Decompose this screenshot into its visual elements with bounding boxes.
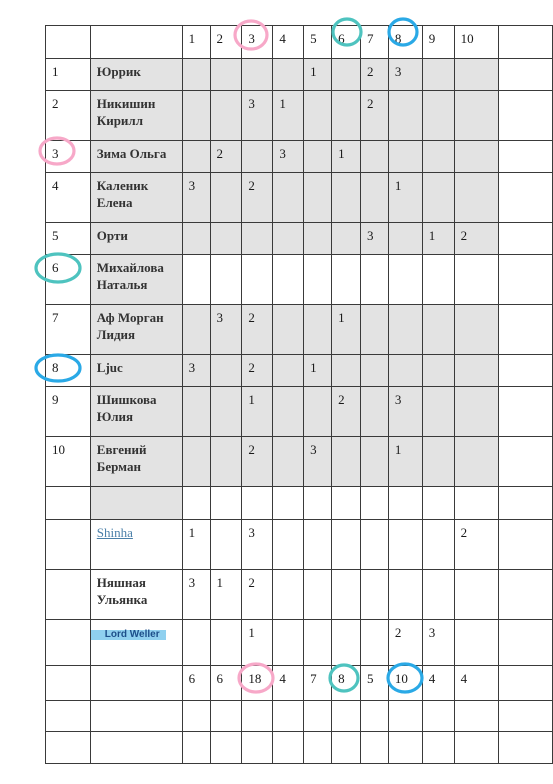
empty-cell bbox=[304, 701, 332, 732]
score-cell bbox=[332, 59, 361, 91]
score-cell bbox=[499, 437, 553, 487]
empty-cell bbox=[360, 701, 388, 732]
score-cell: 1 bbox=[242, 620, 273, 666]
score-cell bbox=[210, 255, 242, 305]
empty-cell bbox=[46, 487, 91, 520]
score-cell bbox=[273, 305, 304, 355]
score-cell bbox=[332, 355, 361, 387]
score-cell bbox=[388, 141, 422, 173]
name-header-cell bbox=[90, 26, 182, 59]
empty-cell bbox=[46, 701, 91, 732]
empty-cell bbox=[273, 701, 304, 732]
header-number: 1 bbox=[182, 26, 210, 59]
score-cell: 1 bbox=[210, 570, 242, 620]
score-cell: 1 bbox=[388, 437, 422, 487]
score-cell: 3 bbox=[210, 305, 242, 355]
score-cell bbox=[182, 437, 210, 487]
score-cell bbox=[422, 437, 454, 487]
empty-cell bbox=[242, 701, 273, 732]
score-cell bbox=[273, 173, 304, 223]
score-cell bbox=[454, 91, 499, 141]
participant-name: Никишин Кирилл bbox=[90, 91, 182, 141]
score-cell bbox=[332, 520, 361, 570]
empty-cell bbox=[499, 732, 553, 764]
score-cell bbox=[242, 223, 273, 255]
empty-cell bbox=[454, 487, 499, 520]
score-cell bbox=[454, 59, 499, 91]
score-cell bbox=[182, 59, 210, 91]
header-number: 2 bbox=[210, 26, 242, 59]
score-cell bbox=[360, 355, 388, 387]
score-cell bbox=[273, 520, 304, 570]
score-cell bbox=[360, 305, 388, 355]
score-cell bbox=[499, 570, 553, 620]
participant-row bbox=[46, 223, 553, 255]
score-cell bbox=[388, 305, 422, 355]
score-cell bbox=[360, 173, 388, 223]
score-cell bbox=[499, 387, 553, 437]
row-number: 2 bbox=[46, 91, 91, 141]
score-cell bbox=[454, 355, 499, 387]
score-cell bbox=[242, 59, 273, 91]
score-cell bbox=[499, 223, 553, 255]
participant-name: Шишкова Юлия bbox=[90, 387, 182, 437]
score-cell: 2 bbox=[242, 305, 273, 355]
participant-row bbox=[46, 255, 553, 305]
score-cell: 2 bbox=[242, 570, 273, 620]
total-cell: 10 bbox=[388, 666, 422, 701]
score-cell bbox=[304, 255, 332, 305]
score-cell bbox=[454, 141, 499, 173]
score-cell bbox=[332, 437, 361, 487]
participant-name bbox=[90, 570, 182, 620]
score-cell bbox=[242, 255, 273, 305]
score-cell bbox=[210, 223, 242, 255]
score-cell bbox=[454, 570, 499, 620]
row-number: 1 bbox=[46, 59, 91, 91]
participant-row bbox=[46, 387, 553, 437]
score-cell: 2 bbox=[210, 141, 242, 173]
score-cell bbox=[273, 387, 304, 437]
score-cell bbox=[422, 387, 454, 437]
score-cell: 1 bbox=[304, 59, 332, 91]
empty-cell bbox=[454, 732, 499, 764]
participant-name: Каленик Елена bbox=[90, 173, 182, 223]
score-cell bbox=[304, 223, 332, 255]
totals-row bbox=[46, 666, 553, 701]
score-cell bbox=[210, 355, 242, 387]
score-cell: 3 bbox=[182, 173, 210, 223]
score-cell bbox=[422, 91, 454, 141]
header-number: 3 bbox=[242, 26, 273, 59]
score-cell bbox=[454, 255, 499, 305]
header-number bbox=[499, 26, 553, 59]
score-cell bbox=[210, 91, 242, 141]
row-number: 10 bbox=[46, 437, 91, 487]
participant-name: Зима Ольга bbox=[90, 141, 182, 173]
score-cell: 2 bbox=[242, 173, 273, 223]
empty-cell bbox=[182, 732, 210, 764]
score-cell: 2 bbox=[332, 387, 361, 437]
score-cell bbox=[422, 305, 454, 355]
score-cell bbox=[360, 620, 388, 666]
empty-cell bbox=[422, 487, 454, 520]
score-cell: 1 bbox=[388, 173, 422, 223]
score-cell: 2 bbox=[454, 520, 499, 570]
total-cell: 6 bbox=[210, 666, 242, 701]
score-cell: 3 bbox=[304, 437, 332, 487]
score-cell bbox=[422, 59, 454, 91]
empty-cell bbox=[182, 487, 210, 520]
empty-cell bbox=[182, 701, 210, 732]
score-cell bbox=[210, 59, 242, 91]
score-cell bbox=[454, 620, 499, 666]
total-cell: 6 bbox=[182, 666, 210, 701]
score-cell: 3 bbox=[388, 387, 422, 437]
participant-row bbox=[46, 173, 553, 223]
voting-table bbox=[45, 25, 553, 764]
totals-label bbox=[90, 666, 182, 701]
empty-row bbox=[46, 732, 553, 764]
empty-cell bbox=[210, 487, 242, 520]
score-cell bbox=[499, 59, 553, 91]
score-cell bbox=[360, 387, 388, 437]
score-cell bbox=[182, 255, 210, 305]
empty-cell bbox=[210, 732, 242, 764]
row-number bbox=[46, 620, 91, 666]
score-cell bbox=[210, 387, 242, 437]
empty-cell bbox=[90, 701, 182, 732]
score-cell bbox=[332, 223, 361, 255]
score-cell bbox=[360, 437, 388, 487]
score-cell bbox=[422, 141, 454, 173]
row-number bbox=[46, 520, 91, 570]
score-cell bbox=[182, 223, 210, 255]
score-cell: 3 bbox=[182, 355, 210, 387]
header-number: 5 bbox=[304, 26, 332, 59]
participant-row bbox=[46, 141, 553, 173]
score-cell bbox=[422, 255, 454, 305]
total-cell: 4 bbox=[422, 666, 454, 701]
score-cell bbox=[332, 91, 361, 141]
row-number: 7 bbox=[46, 305, 91, 355]
corner-cell bbox=[46, 26, 91, 59]
row-number: 8 bbox=[46, 355, 91, 387]
empty-cell bbox=[499, 487, 553, 520]
participant-tag: Lord Weller bbox=[91, 630, 166, 640]
score-cell bbox=[273, 59, 304, 91]
score-cell: 3 bbox=[422, 620, 454, 666]
score-cell bbox=[499, 355, 553, 387]
score-cell bbox=[210, 520, 242, 570]
empty-row bbox=[46, 701, 553, 732]
empty-cell bbox=[360, 487, 388, 520]
header-number: 6 bbox=[332, 26, 361, 59]
spacer-row bbox=[46, 487, 553, 520]
score-cell bbox=[388, 91, 422, 141]
row-number: 5 bbox=[46, 223, 91, 255]
total-cell bbox=[499, 666, 553, 701]
score-cell: 3 bbox=[242, 520, 273, 570]
score-cell: 2 bbox=[454, 223, 499, 255]
score-cell bbox=[499, 91, 553, 141]
score-cell bbox=[304, 570, 332, 620]
empty-cell bbox=[90, 487, 182, 520]
score-cell: 1 bbox=[332, 305, 361, 355]
row-number bbox=[46, 570, 91, 620]
score-cell: 1 bbox=[422, 223, 454, 255]
score-cell bbox=[304, 520, 332, 570]
score-cell bbox=[182, 620, 210, 666]
score-cell bbox=[422, 570, 454, 620]
empty-cell bbox=[422, 732, 454, 764]
score-cell bbox=[273, 355, 304, 387]
score-cell bbox=[304, 620, 332, 666]
participant-name: Евгений Берман bbox=[90, 437, 182, 487]
total-cell: 8 bbox=[332, 666, 361, 701]
score-cell bbox=[182, 141, 210, 173]
score-cell bbox=[332, 173, 361, 223]
score-cell: 2 bbox=[388, 620, 422, 666]
empty-cell bbox=[360, 732, 388, 764]
participant-name bbox=[90, 620, 182, 666]
score-cell bbox=[454, 437, 499, 487]
score-cell bbox=[304, 305, 332, 355]
score-cell bbox=[499, 255, 553, 305]
score-cell bbox=[242, 141, 273, 173]
score-cell bbox=[304, 173, 332, 223]
empty-cell bbox=[46, 732, 91, 764]
score-cell bbox=[388, 255, 422, 305]
score-cell bbox=[210, 173, 242, 223]
participant-row bbox=[46, 355, 553, 387]
empty-cell bbox=[304, 732, 332, 764]
score-cell bbox=[422, 173, 454, 223]
empty-cell bbox=[332, 732, 361, 764]
score-cell bbox=[304, 141, 332, 173]
participant-name: Ljuc bbox=[90, 355, 182, 387]
score-cell bbox=[332, 620, 361, 666]
empty-cell bbox=[422, 701, 454, 732]
empty-cell bbox=[273, 732, 304, 764]
empty-cell bbox=[210, 701, 242, 732]
empty-cell bbox=[242, 487, 273, 520]
total-cell: 5 bbox=[360, 666, 388, 701]
participant-row bbox=[46, 59, 553, 91]
score-cell: 1 bbox=[182, 520, 210, 570]
score-cell bbox=[273, 437, 304, 487]
score-cell bbox=[304, 387, 332, 437]
score-cell bbox=[210, 620, 242, 666]
empty-cell bbox=[273, 487, 304, 520]
score-cell: 1 bbox=[273, 91, 304, 141]
empty-cell bbox=[304, 487, 332, 520]
score-cell bbox=[332, 255, 361, 305]
extra-participant-row bbox=[46, 620, 553, 666]
score-cell bbox=[388, 355, 422, 387]
empty-cell bbox=[388, 732, 422, 764]
participant-row bbox=[46, 305, 553, 355]
score-cell bbox=[422, 520, 454, 570]
score-cell bbox=[273, 570, 304, 620]
score-cell bbox=[388, 520, 422, 570]
row-number bbox=[46, 666, 91, 701]
score-cell bbox=[499, 173, 553, 223]
score-cell bbox=[499, 520, 553, 570]
score-cell bbox=[273, 620, 304, 666]
participant-row bbox=[46, 91, 553, 141]
total-cell: 4 bbox=[454, 666, 499, 701]
header-row bbox=[46, 26, 553, 59]
score-cell bbox=[360, 520, 388, 570]
score-cell: 1 bbox=[304, 355, 332, 387]
extra-participant-row bbox=[46, 570, 553, 620]
score-cell bbox=[388, 570, 422, 620]
header-number: 7 bbox=[360, 26, 388, 59]
score-cell bbox=[499, 141, 553, 173]
total-cell: 4 bbox=[273, 666, 304, 701]
participant-name: Орти bbox=[90, 223, 182, 255]
score-cell bbox=[332, 570, 361, 620]
header-number: 10 bbox=[454, 26, 499, 59]
score-cell bbox=[273, 223, 304, 255]
participant-name: Михайлова Наталья bbox=[90, 255, 182, 305]
score-cell bbox=[182, 305, 210, 355]
empty-cell bbox=[90, 732, 182, 764]
row-number: 9 bbox=[46, 387, 91, 437]
score-cell: 3 bbox=[273, 141, 304, 173]
row-number: 6 bbox=[46, 255, 91, 305]
header-number: 4 bbox=[273, 26, 304, 59]
participant-row bbox=[46, 437, 553, 487]
header-number: 9 bbox=[422, 26, 454, 59]
score-cell: 2 bbox=[360, 91, 388, 141]
score-cell bbox=[304, 91, 332, 141]
empty-cell bbox=[388, 487, 422, 520]
score-cell bbox=[273, 255, 304, 305]
row-number: 3 bbox=[46, 141, 91, 173]
empty-cell bbox=[242, 732, 273, 764]
empty-cell bbox=[499, 701, 553, 732]
score-cell bbox=[360, 255, 388, 305]
score-cell bbox=[422, 355, 454, 387]
participant-name: Юррик bbox=[90, 59, 182, 91]
score-cell bbox=[360, 141, 388, 173]
participant-link[interactable]: Shinha bbox=[96, 525, 133, 540]
score-cell: 2 bbox=[242, 355, 273, 387]
score-cell bbox=[210, 437, 242, 487]
extra-participant-row bbox=[46, 520, 553, 570]
score-cell: 3 bbox=[360, 223, 388, 255]
score-cell: 1 bbox=[332, 141, 361, 173]
score-cell: 3 bbox=[182, 570, 210, 620]
empty-cell bbox=[454, 701, 499, 732]
score-cell bbox=[454, 305, 499, 355]
empty-cell bbox=[332, 487, 361, 520]
row-number: 4 bbox=[46, 173, 91, 223]
score-cell bbox=[182, 387, 210, 437]
score-cell bbox=[182, 91, 210, 141]
score-cell: 2 bbox=[360, 59, 388, 91]
participant-name bbox=[90, 520, 182, 570]
score-cell: 2 bbox=[242, 437, 273, 487]
score-cell bbox=[360, 570, 388, 620]
score-cell bbox=[454, 173, 499, 223]
score-cell: 3 bbox=[242, 91, 273, 141]
score-cell bbox=[454, 387, 499, 437]
empty-cell bbox=[388, 701, 422, 732]
score-cell: 1 bbox=[242, 387, 273, 437]
score-cell bbox=[499, 305, 553, 355]
empty-cell bbox=[332, 701, 361, 732]
score-cell: 3 bbox=[388, 59, 422, 91]
participant-name: Аф Морган Лидия bbox=[90, 305, 182, 355]
score-cell bbox=[499, 620, 553, 666]
total-cell: 7 bbox=[304, 666, 332, 701]
participant-label: Няшная Ульянка bbox=[96, 575, 148, 607]
header-number: 8 bbox=[388, 26, 422, 59]
total-cell: 18 bbox=[242, 666, 273, 701]
score-cell bbox=[388, 223, 422, 255]
